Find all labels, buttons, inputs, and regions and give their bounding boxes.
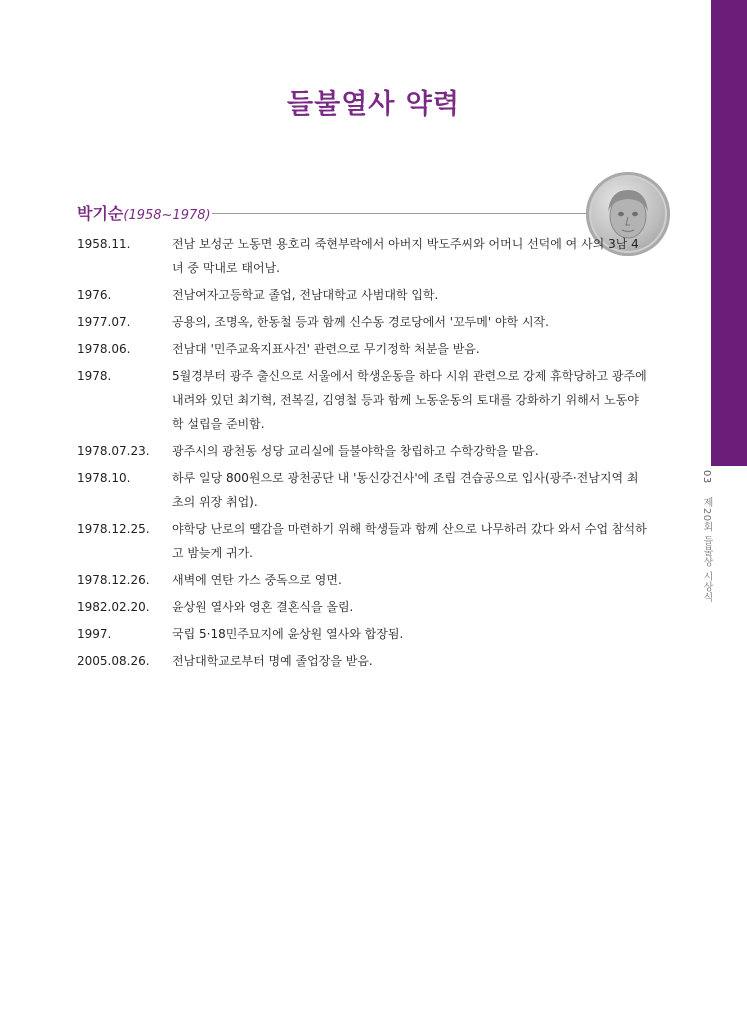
timeline-date: 1978.07.23. xyxy=(77,444,150,458)
timeline-entry xyxy=(77,568,647,592)
timeline-date: 1976. xyxy=(77,288,112,302)
timeline-date: 1997. xyxy=(77,627,112,641)
timeline-entry xyxy=(77,310,647,334)
timeline-date: 1978.12.25. xyxy=(77,522,150,536)
timeline-description: 광주시의 광천동 성당 교리실에 들불야학을 창립하고 수학강학을 맡음. xyxy=(172,444,539,458)
timeline-list xyxy=(77,232,647,676)
timeline-description: 국립 5·18민주묘지에 윤상원 열사와 합장됨. xyxy=(172,627,404,641)
person-name-block xyxy=(77,201,211,224)
timeline-entry xyxy=(77,622,647,646)
timeline-entry xyxy=(77,649,647,673)
timeline-entry xyxy=(77,232,647,280)
timeline-entry xyxy=(77,466,647,514)
timeline-entry xyxy=(77,439,647,463)
page-title: 들불열사 약력 xyxy=(287,89,460,120)
timeline-date: 1978.12.26. xyxy=(77,573,150,587)
person-name: 박기순 xyxy=(77,204,124,223)
timeline-description: 하루 일당 800원으로 광천공단 내 '동신강건사'에 조립 견습공으로 입사(광주·전남지역 최초의 위장 취업). xyxy=(172,471,639,509)
page-number: 03 xyxy=(701,470,712,484)
timeline-description: 전남여자고등학교 졸업, 전남대학교 사범대학 입학. xyxy=(172,288,439,302)
timeline-date: 1982.02.20. xyxy=(77,600,150,614)
timeline-date: 1958.11. xyxy=(77,237,131,251)
header-divider xyxy=(212,213,597,214)
timeline-description: 새벽에 연탄 가스 중독으로 영면. xyxy=(172,573,342,587)
event-caption: 제20회 들불상 시상식 xyxy=(701,497,712,603)
side-tab-bar xyxy=(711,0,747,466)
timeline-description: 윤상원 열사와 영혼 결혼식을 올림. xyxy=(172,600,354,614)
timeline-description: 5월경부터 광주 출신으로 서울에서 학생운동을 하다 시위 관련으로 강제 휴학당하고 광주에 내려와 있던 최기혁, 전복길, 김영철 등과 함께 노동운동의 토대를 강화하기 위해서 노동야학 설립을 준비함. xyxy=(172,369,647,431)
timeline-entry xyxy=(77,283,647,307)
timeline-description: 전남대 '민주교육지표사건' 관련으로 무기정학 처분을 받음. xyxy=(172,342,480,356)
timeline-entry xyxy=(77,595,647,619)
timeline-description: 전남대학교로부터 명예 졸업장을 받음. xyxy=(172,654,373,668)
timeline-date: 1978.06. xyxy=(77,342,131,356)
person-years: (1958~1978) xyxy=(123,208,211,223)
timeline-date: 1977.07. xyxy=(77,315,131,329)
timeline-entry xyxy=(77,364,647,436)
timeline-entry xyxy=(77,517,647,565)
timeline-date: 1978. xyxy=(77,369,112,383)
timeline-description: 전남 보성군 노동면 용호리 죽현부락에서 아버지 박도주씨와 어머니 선덕에 여 사의 3남 4녀 중 막내로 태어남. xyxy=(172,237,639,275)
timeline-description: 공용의, 조명옥, 한동철 등과 함께 신수동 경로당에서 '꼬두메' 야학 시작. xyxy=(172,315,549,329)
person-header xyxy=(77,201,597,225)
side-caption xyxy=(700,470,714,603)
timeline-date: 2005.08.26. xyxy=(77,654,150,668)
timeline-description: 야학당 난로의 땔감을 마련하기 위해 학생들과 함께 산으로 나무하러 갔다 와서 수업 참석하고 밤늦게 귀가. xyxy=(172,522,647,560)
timeline-entry xyxy=(77,337,647,361)
timeline-date: 1978.10. xyxy=(77,471,131,485)
